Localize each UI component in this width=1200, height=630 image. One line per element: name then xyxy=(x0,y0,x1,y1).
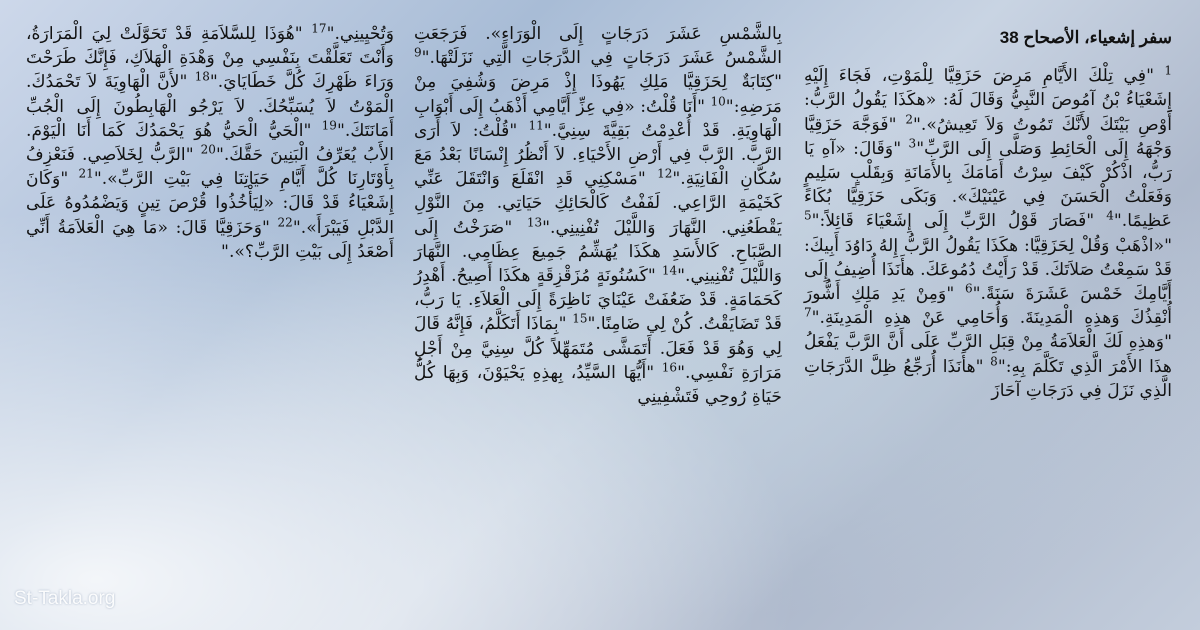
verse-number: 9 xyxy=(414,45,422,60)
verse-text: "قُلْتُ: لاَ أَرَى الرَّبَّ. الرَّبَّ فِي أَرْضِ الأَحْيَاءِ. لاَ أَنْظُرُ إِنْسَانًا بَعْدُ مَعَ سُكَّانِ الْفَانِيَةِ." xyxy=(414,120,782,190)
verse-text: "مَسْكِنِي قَدِ انْقَلَعَ وَانْتَقَلَ عَنِّي كَخَيْمَةِ الرَّاعِي. لَفَفْتُ كَالْحَائِكِ حَيَاتِي. مِنَ النَّوْلِ يَقْطَعُنِي. النَّهَارَ وَاللَّيْلَ تُفْنِينِي." xyxy=(414,169,782,238)
verse-text: "فِي تِلْكَ الأَيَّامِ مَرِضَ حَزَقِيَّا لِلْمَوْتِ، فَجَاءَ إِلَيْهِ إِشَعْيَاءُ بْنُ آمُوصَ النَّبِيُّ وَقَالَ لَهُ: «هكَذَا يَقُولُ الرَّبُّ: أَوْصِ بَيْتَكَ لأَنَّكَ تَمُوتُ وَلاَ تَعِيشُ»." xyxy=(804,66,1173,135)
verse-number: 15 xyxy=(572,311,588,326)
verse-number: 21 xyxy=(78,166,94,181)
verse-number: 18 xyxy=(194,69,210,84)
column-3 xyxy=(26,22,394,264)
column-2 xyxy=(414,22,782,409)
verse-number: 12 xyxy=(657,166,673,181)
verse-text: "كَسُنُونَةٍ مُزَقْزِقَةٍ هكَذَا أَصِيحُ. أَهْدِرُ كَحَمَامَةٍ. قَدْ ضَعُفَتْ عَيْنَايَ نَاظِرَةً إِلَى الْعَلاَءِ. يَا رَبُّ، قَدْ تَضَايَقْتُ. كُنْ لِي ضَامِنًا." xyxy=(414,266,783,335)
verse-text: "فَوَجَّهَ حَزَقِيَّا وَجْهَهُ إِلَى الْحَائِطِ وَصَلَّى إِلَى الرَّبِّ" xyxy=(804,114,1172,159)
verse-number: 5 xyxy=(804,208,812,223)
verse-text: "وَقَالَ: «آهِ يَا رَبُّ، اذْكُرْ كَيْفَ سِرْتُ أَمَامَكَ بِالأَمَانَةِ وَبِقَلْبٍ سَلِيمٍ وَفَعَلْتُ الْحَسَنَ فِي عَيْنَيْكَ». وَبَكَى حَزَقِيَّا بُكَاءً عَظِيمًا." xyxy=(804,138,1172,232)
verse-number: 19 xyxy=(321,118,337,133)
verse-text: "هُوَذَا لِلسَّلاَمَةِ قَدْ تَحَوَّلَتْ لِيَ الْمَرَارَةُ، وَأَنْتَ تَعَلَّقْتَ بِنَفْسِي مِنْ وَهْدَةِ الْهَلاَكِ، فَإِنَّكَ طَرَحْتَ وَرَاءَ ظَهْرِكَ كُلَّ خَطَايَايَ." xyxy=(26,24,395,93)
verse-number: 7 xyxy=(804,305,812,320)
verse-text: "كِتَابَةٌ لِحَزَقِيَّا مَلِكِ يَهُوذَا إِذْ مَرِضَ وَشُفِيَ مِنْ مَرَضِهِ:" xyxy=(414,72,782,117)
column-3-text xyxy=(26,22,394,264)
verse-number: 6 xyxy=(964,281,973,296)
verse-text: "لأَنَّ الْهَاوِيَةَ لاَ تَحْمَدُكَ. الْمَوْتُ لاَ يُسَبِّحُكَ. لاَ يَرْجُو الْهَابِطُونَ إِلَى الْجُبِّ أَمَانَتَكَ." xyxy=(26,72,394,141)
verse-text: وَتُحْيِينِي." xyxy=(326,24,394,44)
verse-number: 10 xyxy=(710,93,726,108)
verse-number: 22 xyxy=(277,214,293,229)
verse-number: 3 xyxy=(908,136,917,151)
verse-text: "أَنَا قُلْتُ: «فِي عِزِّ أَيَّامِي أَذْهَبُ إِلَى أَبْوَابِ الْهَاوِيَةِ. قَدْ أُعْدِمْتُ بَقِيَّةَ سِنِيَّ." xyxy=(414,96,783,141)
verse-text: "وَحَزَقِيَّا قَالَ: «مَا هِيَ الْعَلاَمَةُ أَنِّي أَصْعَدُ إِلَى بَيْتِ الرَّبِّ؟»." xyxy=(26,217,394,262)
verse-text: بِالشَّمْسِ عَشَرَ دَرَجَاتٍ إِلَى الْوَرَاءِ». فَرَجَعَتِ الشَّمْسُ عَشَرَ دَرَجَاتٍ فِي الدَّرَجَاتِ الَّتِي نَزَلَتْهَا." xyxy=(414,24,782,69)
verse-number: 11 xyxy=(528,118,544,133)
verse-text: "وَهذِهِ لَكَ الْعَلاَمَةُ مِنْ قِبَلِ الرَّبِّ عَلَى أَنَّ الرَّبَّ يَفْعَلُ هذَا الأَمْرَ الَّذِي تَكَلَّمَ بِهِ:" xyxy=(804,332,1172,377)
verse-text: "«اذْهَبْ وَقُلْ لِحَزَقِيَّا: هكَذَا يَقُولُ الرَّبُّ إِلهُ دَاوُدَ أَبِيكَ: قَدْ سَمِعْتُ صَلاَتَكَ. قَدْ رَأَيْتُ دُمُوعَكَ. هأَنَذَا أُضِيفُ إِلَى أَيَّامِكَ خَمْسَ عَشَرَةَ سَنَةً." xyxy=(804,235,1172,305)
verse-number: 14 xyxy=(661,263,678,278)
column-1 xyxy=(804,22,1172,403)
verse-number: 1 xyxy=(1164,63,1172,78)
verse-text: "وَكَانَ إِشَعْيَاءُ قَدْ قَالَ: «لِيَأْخُذُوا قُرْصَ تِينٍ وَيَضْمُدُوهُ عَلَى الدَّبْلِ فَيَبْرَأَ»." xyxy=(26,169,395,238)
verse-text: "وَمِنْ يَدِ مَلِكِ أَشُّورَ أُنْقِذُكَ وَهذِهِ الْمَدِينَةَ. وَأُحَامِي عَنْ هذِهِ الْمَدِينَةِ." xyxy=(804,284,1172,329)
chapter-title: سفر إشعياء، الأصحاح 38 xyxy=(999,28,1172,47)
verse-number: 4 xyxy=(1106,208,1114,223)
verse-number: 16 xyxy=(661,360,678,375)
verse-number: 13 xyxy=(526,214,543,229)
verse-text: "الرَّبُّ لِخَلاَصِي. فَنَعْزِفُ بِأَوْتَارِنَا كُلَّ أَيَّامِ حَيَاتِنَا فِي بَيْتِ الرَّبِّ»." xyxy=(26,145,394,190)
verse-number: 17 xyxy=(311,21,327,36)
verse-number: 2 xyxy=(905,111,914,126)
verse-text: "الْحَيُّ الْحَيُّ هُوَ يَحْمَدُكَ كَمَا أَنَا الْيَوْمَ. الأَبُ يُعَرِّفُ الْبَنِينَ حَقَّكَ." xyxy=(26,120,395,166)
verse-text: "أَيُّهَا السَّيِّدُ، بِهذِهِ يَحْيَوْنَ، وَبِهَا كُلُّ حَيَاةِ رُوحِي فَتَشْفِينِي xyxy=(414,362,782,408)
verse-text: "فَصَارَ قَوْلُ الرَّبِّ إِلَى إِشَعْيَاءَ قَائِلاً:" xyxy=(811,211,1107,232)
verse-number: 8 xyxy=(990,353,998,368)
column-1-text xyxy=(804,64,1172,403)
verse-text: "بِمَاذَا أَتَكَلَّمُ، فَإِنَّهُ قَالَ لِي وَهُوَ قَدْ فَعَلَ. أَتَمَشَّى مُتَمَهِّلاً كُلَّ سِنِيَّ مِنْ أَجْلِ مَرَارَةِ نَفْسِي." xyxy=(414,314,782,383)
column-2-text xyxy=(414,22,782,409)
verse-text: "صَرَخْتُ إِلَى الصَّبَاحِ. كَالأَسَدِ هكَذَا يُهَشِّمُ جَمِيعَ عِظَامِي. النَّهَارَ وَاللَّيْلَ تُفْنِينِي." xyxy=(414,217,783,287)
verse-text: "هأَنَذَا أُرَجِّعُ ظِلَّ الدَّرَجَاتِ الَّذِي نَزَلَ فِي دَرَجَاتِ آحَازَ xyxy=(804,356,1172,401)
site-watermark: St-Takla.org xyxy=(14,588,116,609)
verse-number: 20 xyxy=(200,142,216,157)
